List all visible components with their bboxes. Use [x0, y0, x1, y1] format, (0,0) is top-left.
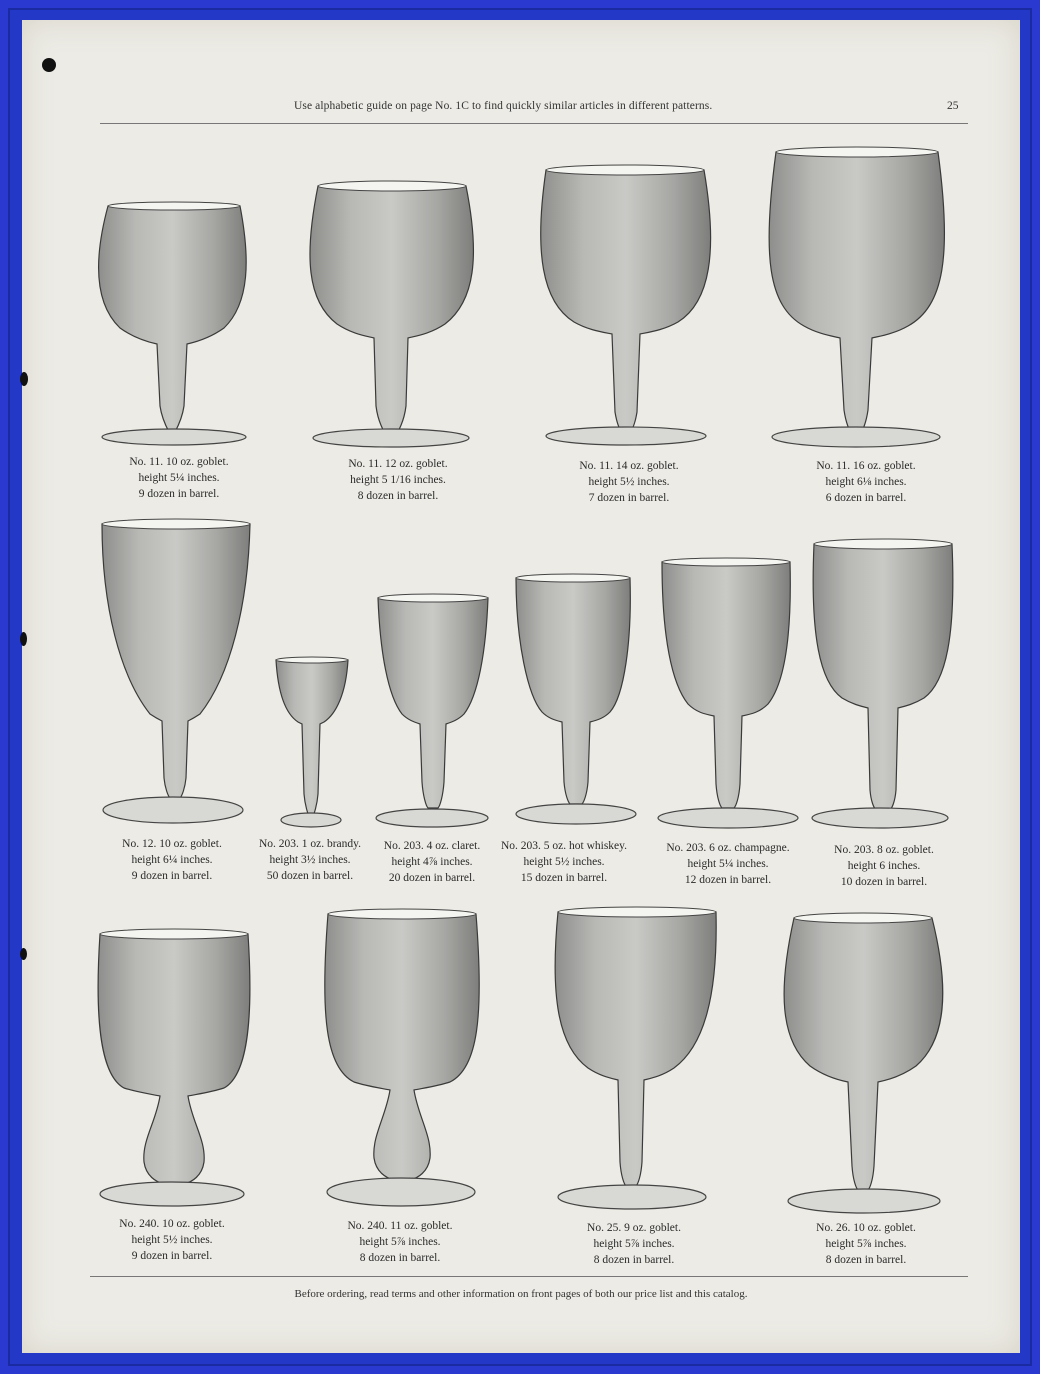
item-packing: 20 dozen in barrel.: [388, 872, 476, 884]
header-guide-text: Use alphabetic guide on page No. 1C to find quickly similar articles in different patterns.: [294, 100, 713, 112]
item-number: No. 11. 16 oz. goblet.: [816, 460, 916, 472]
item-height: height 5⅞ inches.: [359, 1236, 441, 1248]
item-caption: [519, 458, 739, 506]
item-height: height 6 inches.: [847, 860, 921, 872]
item-height: height 5½ inches.: [523, 856, 605, 868]
item-number: No. 203. 4 oz. claret.: [383, 840, 481, 852]
hot-whiskey-glass-illustration: [512, 572, 642, 837]
goblet-illustration: [768, 146, 948, 451]
item-number: No. 203. 5 oz. hot whiskey.: [500, 840, 628, 852]
item-packing: 50 dozen in barrel.: [266, 870, 354, 882]
item-packing: 6 dozen in barrel.: [825, 492, 907, 504]
binder-hole: [20, 632, 27, 646]
goblet-illustration: [810, 536, 955, 836]
item-caption: [288, 456, 508, 504]
knob-stem-goblet-illustration: [96, 926, 251, 1216]
claret-glass-illustration: [372, 592, 492, 837]
binder-hole: [20, 372, 28, 386]
item-number: No. 12. 10 oz. goblet.: [122, 838, 222, 850]
item-number: No. 26. 10 oz. goblet.: [816, 1222, 916, 1234]
goblet-illustration: [92, 198, 252, 458]
goblet-illustration: [540, 162, 715, 452]
page-footer: Before ordering, read terms and other information on front pages of both our price list and this catalog.: [294, 1288, 748, 1300]
page-header: [22, 100, 1020, 120]
item-caption: [69, 454, 289, 502]
goblet-illustration: [310, 176, 480, 461]
goblet-illustration: [100, 516, 250, 831]
page-number: 25: [947, 100, 959, 112]
item-height: height 5½ inches.: [588, 476, 670, 488]
goblet-illustration: [784, 910, 949, 1220]
item-caption: [524, 1220, 744, 1268]
item-number: No. 11. 12 oz. goblet.: [348, 458, 448, 470]
item-height: height 5¼ inches.: [687, 858, 769, 870]
item-packing: 8 dozen in barrel.: [357, 490, 439, 502]
champagne-glass-illustration: [656, 554, 801, 839]
catalog-page: [22, 20, 1020, 1353]
binder-hole: [20, 948, 27, 960]
item-packing: 8 dozen in barrel.: [359, 1252, 441, 1264]
item-number: No. 203. 8 oz. goblet.: [834, 844, 934, 856]
item-caption: [756, 458, 976, 506]
item-height: height 5 1/16 inches.: [350, 474, 446, 486]
item-packing: 9 dozen in barrel.: [131, 1250, 213, 1262]
item-height: height 5⅞ inches.: [825, 1238, 907, 1250]
item-packing: 8 dozen in barrel.: [825, 1254, 907, 1266]
brandy-glass-illustration: [274, 654, 354, 834]
item-caption: [290, 1218, 510, 1266]
item-caption: [756, 1220, 976, 1268]
item-caption: [774, 842, 994, 890]
item-height: height 5⅞ inches.: [593, 1238, 675, 1250]
item-height: height 5½ inches.: [131, 1234, 213, 1246]
item-number: No. 240. 11 oz. goblet.: [347, 1220, 453, 1232]
item-number: No. 11. 10 oz. goblet.: [129, 456, 229, 468]
item-caption: [62, 1216, 282, 1264]
item-packing: 12 dozen in barrel.: [684, 874, 772, 886]
item-height: height 3½ inches.: [269, 854, 351, 866]
item-packing: 15 dozen in barrel.: [520, 872, 608, 884]
item-height: height 6⅛ inches.: [825, 476, 907, 488]
item-number: No. 11. 14 oz. goblet.: [579, 460, 679, 472]
binder-hole: [42, 58, 56, 72]
item-packing: 9 dozen in barrel.: [138, 488, 220, 500]
knob-stem-goblet-illustration: [322, 906, 487, 1221]
item-height: height 5¼ inches.: [138, 472, 220, 484]
item-packing: 7 dozen in barrel.: [588, 492, 670, 504]
item-packing: 8 dozen in barrel.: [593, 1254, 675, 1266]
item-packing: 10 dozen in barrel.: [840, 876, 928, 888]
header-rule: [100, 123, 968, 124]
item-number: No. 203. 6 oz. champagne.: [666, 842, 790, 854]
item-number: No. 240. 10 oz. goblet.: [119, 1218, 225, 1230]
item-height: height 4⅞ inches.: [391, 856, 473, 868]
item-packing: 9 dozen in barrel.: [131, 870, 213, 882]
item-number: No. 25. 9 oz. goblet.: [587, 1222, 681, 1234]
item-number: No. 203. 1 oz. brandy.: [258, 838, 362, 850]
goblet-illustration: [554, 906, 722, 1216]
item-height: height 6¼ inches.: [131, 854, 213, 866]
footer-rule: [90, 1276, 968, 1277]
